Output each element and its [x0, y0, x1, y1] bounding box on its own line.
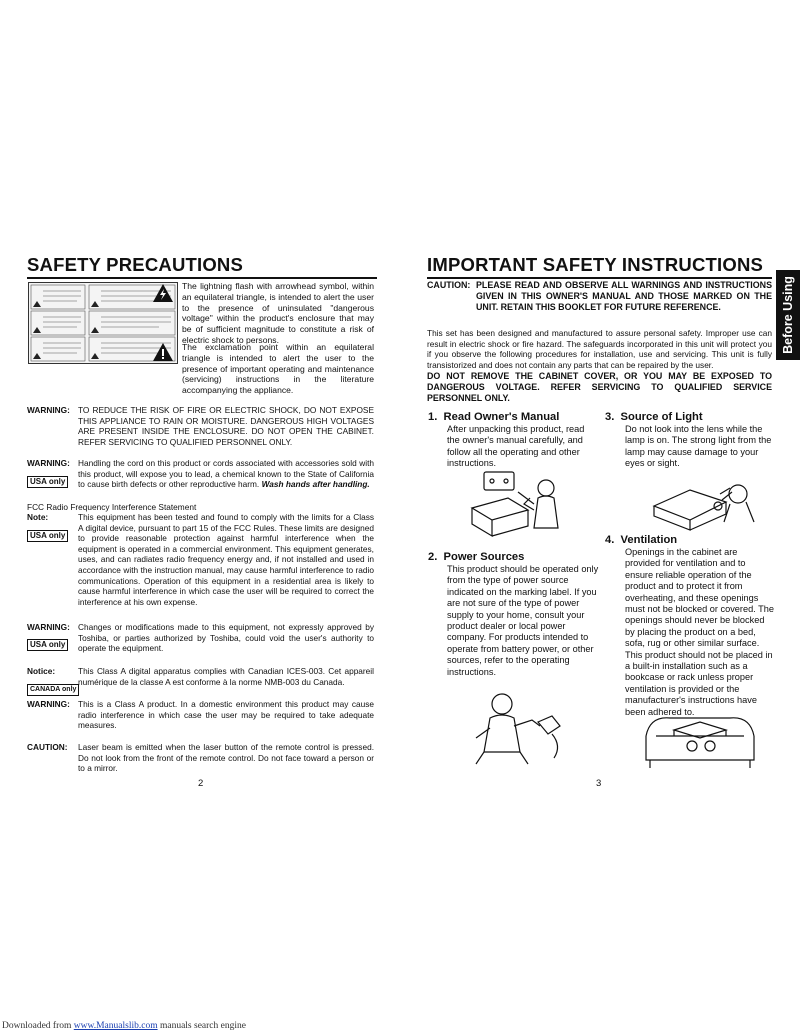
fcc-heading: FCC Radio Frequency Interference Statement	[27, 502, 197, 512]
fcc-note-text: This equipment has been tested and found to comply with the limits for a Class A digital device, pursuant to part 15 of the FCC Rules. These limits are designed to provide reasonable protection against harmful interference when the equipment is operated in a commercial environment. This equipment generates, uses, and can radiates radio frequency energy and, if not installed and used in accordance with the instruction manual, may cause harmful interference to radio communications. Operation of this equipment in a residential area is likely to cause harmful interference in which case the user will be required to correct the interference at his own expense.	[78, 512, 374, 607]
right-caution-label: CAUTION:	[427, 280, 471, 290]
lightning-symbol-text: The lightning flash with arrowhead symbol, within an equilateral triangle, is intended to alert the user to the presence of uninsulated "dangerous voltage" within the product's enclosure that may be of sufficient magnitude to constitute a risk of electric shock to persons.	[182, 281, 374, 345]
download-footer	[2, 1021, 246, 1031]
warning4-text: This is a Class A product. In a domestic environment this product may cause radio interference in which case the user may be required to take adequate measures.	[78, 699, 374, 731]
warning1-text: TO REDUCE THE RISK OF FIRE OR ELECTRIC SHOCK, DO NOT EXPOSE THIS APPLIANCE TO RAIN OR MOISTURE. DANGEROUS HIGH VOLTAGES ARE PRESENT INSIDE THE ENCLOSURE. DO NOT OPEN THE CABINET. REFER SERVICING TO QUALIFIED PERSONNEL ONLY.	[78, 405, 374, 447]
warning3-text: Changes or modifications made to this equipment, not expressly approved by Toshiba, or parties authorized by Toshiba, could void the user's authority to operate the equipment.	[78, 622, 374, 654]
footer-suffix: manuals search engine	[159, 1021, 246, 1031]
section4-title: 4. Ventilation	[605, 534, 678, 546]
left-title-rule	[27, 277, 377, 279]
before-using-tab	[776, 270, 800, 360]
usa-only-badge-text: USA only	[27, 476, 68, 488]
do-not-remove-text: DO NOT REMOVE THE CABINET COVER, OR YOU MAY BE EXPOSED TO DANGEROUS VOLTAGE. REFER SERVICING TO QUALIFIED SERVICE PERSONNEL ONLY.	[427, 371, 772, 403]
section3-title: 3. Source of Light	[605, 411, 703, 423]
notice-text: This Class A digital apparatus complies with Canadian ICES-003. Cet appareil numérique de la classe A est conforme à la norme NMB-003 du Canada.	[78, 666, 374, 687]
left-caution-label: CAUTION:	[27, 742, 68, 752]
warning3-label: WARNING:	[27, 622, 70, 632]
footer-link[interactable]: www.Manualslib.com	[73, 1021, 158, 1031]
power-source-illustration	[462, 686, 572, 766]
intro-text: This set has been designed and manufactured to assure personal safety. Improper use can result in electric shock or fire hazard. The safeguards incorporated in this unit will protect you if you observe the following procedures for installation, use and servicing. This unit is fully transistorized and does not contain any parts that can be repaired by the user.	[427, 328, 772, 370]
before-using-tab-label: Before Using	[781, 276, 796, 354]
note-usa-only-badge	[27, 525, 68, 543]
section1-text: After unpacking this product, read the owner's manual carefully, and follow all the operating and other instructions.	[447, 424, 585, 469]
canada-only-badge	[27, 678, 79, 696]
warning2-text	[78, 458, 374, 490]
section2-text: This product should be operated only from the type of power source indicated on the marking label. If you are not sure of the type of power supply to your home, consult your product dealer or local power company. For products intended to operate from battery power, or other sources, refer to the operating instructions.	[447, 564, 599, 677]
notice-label: Notice:	[27, 666, 56, 676]
read-manual-illustration	[468, 468, 578, 540]
section1-title: 1. Read Owner's Manual	[428, 411, 560, 423]
source-of-light-illustration	[650, 472, 760, 534]
exclamation-symbol-text: The exclamation point within an equilateral triangle is intended to alert the user to the presence of important operating and maintenance (servicing) instructions in the literature accompanying the appliance.	[182, 342, 374, 396]
left-page-number: 2	[198, 778, 204, 789]
right-page-number: 3	[596, 778, 602, 789]
left-caution-text: Laser beam is emitted when the laser button of the remote control is pressed. Do not look from the front of the remote control. Do not face toward a person or to a mirror.	[78, 742, 374, 774]
section4-text: Openings in the cabinet are provided for ventilation and to ensure reliable operation of the product and to protect it from overheating, and these openings must not be blocked or covered. The openings should never be blocked by placing the product on a bed, sofa, rug or other similar surface. This product should not be placed in a built-in installation such as a bookcase or rack unless proper ventilation is provided or the manufacturer's instructions have been adhered to.	[625, 547, 774, 717]
warning2-body: Handling the cord on this product or cords associated with accessories sold with this product, will expose you to lead, a chemical known to the State of California to cause birth defects or other reproductive harm.	[78, 458, 374, 490]
footer-prefix: Downloaded from	[2, 1021, 72, 1031]
warning2-emphasis: Wash hands after handling.	[261, 479, 370, 490]
canada-only-badge-text: CANADA only	[27, 684, 79, 696]
usa-only-badge	[27, 471, 68, 489]
lightning-warning-icon	[152, 283, 174, 303]
right-page-title: IMPORTANT SAFETY INSTRUCTIONS	[427, 254, 764, 275]
warning2-label: WARNING:	[27, 458, 70, 468]
warning3-badge-text: USA only	[27, 639, 68, 651]
right-caution-text: PLEASE READ AND OBSERVE ALL WARNINGS AND INSTRUCTIONS GIVEN IN THIS OWNER'S MANUAL AND THOSE MARKED ON THE UNIT. RETAIN THIS BOOKLET FOR FUTURE REFERENCE.	[476, 280, 772, 312]
section3-text: Do not look into the lens while the lamp is on. The strong light from the lamp may cause damage to your eyes or sight.	[625, 424, 772, 469]
warning3-usa-only-badge	[27, 634, 68, 652]
exclamation-warning-icon	[152, 342, 174, 362]
right-title-rule	[427, 277, 772, 279]
note-label: Note:	[27, 512, 49, 522]
warning4-label: WARNING:	[27, 699, 70, 709]
warning1-label: WARNING:	[27, 405, 70, 415]
left-page-title: SAFETY PRECAUTIONS	[27, 254, 244, 275]
ventilation-illustration	[640, 706, 760, 772]
section2-title: 2. Power Sources	[428, 551, 525, 563]
note-badge-text: USA only	[27, 530, 68, 542]
